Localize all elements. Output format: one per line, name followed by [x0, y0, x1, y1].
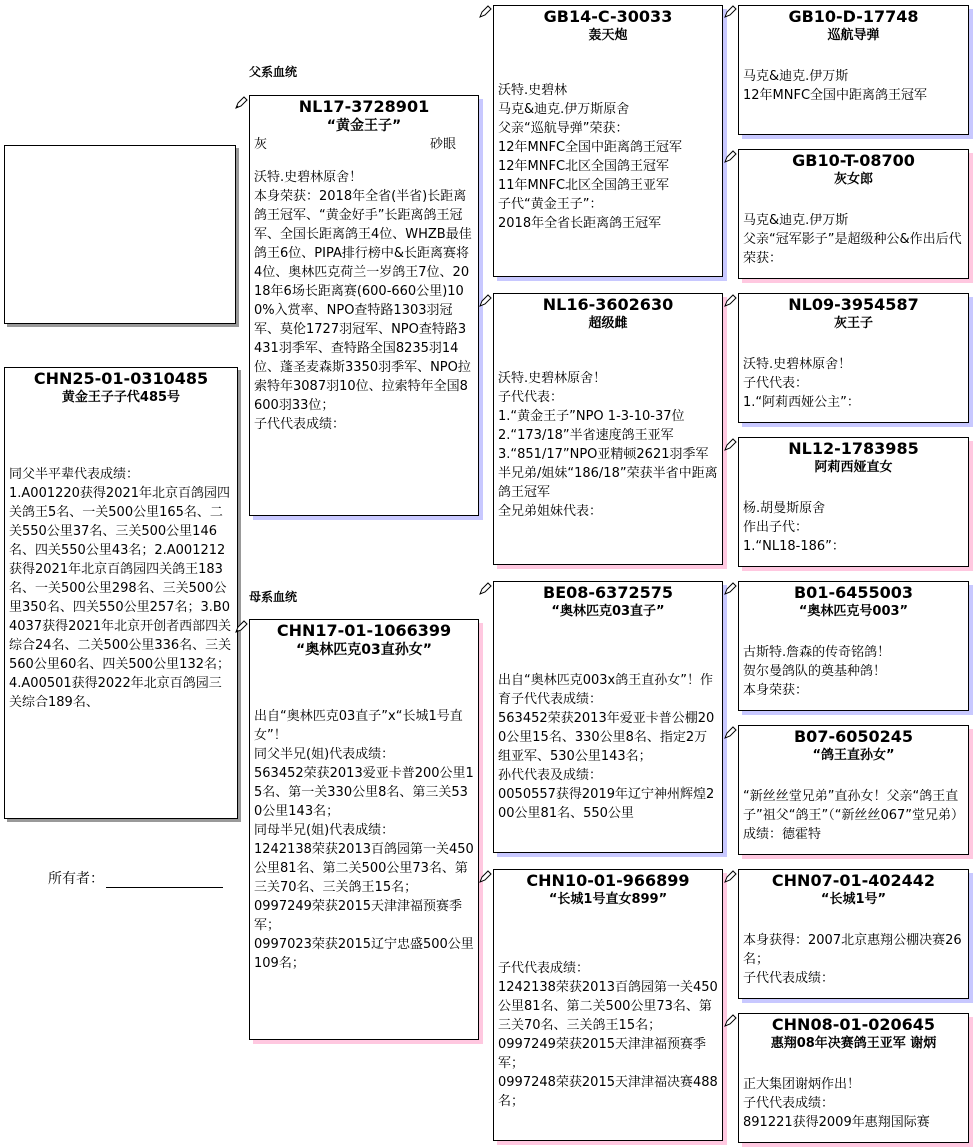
ds-ring: BE08-6372575: [543, 583, 673, 602]
ss-card[interactable]: [493, 5, 723, 277]
sire-name: “黄金王子”: [326, 118, 402, 134]
pencil-icon[interactable]: [234, 620, 248, 634]
dam-ring: CHN17-01-1066399: [276, 621, 452, 640]
dds-desc: 本身获得：2007北京惠翔公棚决赛26名； 子代代表成绩：: [743, 933, 962, 986]
sss-name: 巡航导弹: [827, 28, 880, 43]
dsd-card[interactable]: [738, 725, 969, 855]
sire-color: 灰: [254, 137, 268, 152]
subject-ring: CHN25-01-0310485: [33, 369, 209, 388]
sdd-name: 阿莉西娅直女: [814, 460, 893, 475]
pencil-icon[interactable]: [723, 582, 737, 596]
dss-ring: B01-6455003: [793, 583, 914, 602]
dd-ring: CHN10-01-966899: [526, 871, 690, 890]
ss-name: 轰天炮: [588, 28, 628, 43]
sds-name: 灰王子: [833, 316, 873, 331]
pencil-icon[interactable]: [723, 150, 737, 164]
sds-ring: NL09-3954587: [788, 295, 919, 314]
sss-desc: 马克&迪克.伊万斯 12年MNFC全国中距离鸽王冠军: [743, 69, 928, 103]
sd-card[interactable]: [493, 293, 723, 565]
dam-card[interactable]: [249, 619, 479, 1040]
ssd-desc: 马克&迪克.伊万斯 父亲“冠军影子”是超级种公&作出后代荣获：: [743, 213, 962, 266]
sss-ring: GB10-D-17748: [788, 7, 919, 26]
pencil-icon[interactable]: [478, 870, 492, 884]
owner-field: [48, 868, 223, 888]
sss-card[interactable]: [738, 5, 969, 135]
owner-label: 所有者：: [48, 871, 104, 887]
sire-section-label: 父系血统: [249, 65, 298, 79]
pencil-icon[interactable]: [478, 582, 492, 596]
ss-ring: GB14-C-30033: [543, 7, 673, 26]
dss-desc: 古斯特.詹森的传奇铭鸽！ 贺尔曼鸽队的奠基种鸽！ 本身荣获：: [743, 645, 891, 698]
dd-desc: 子代代表成绩： 1242138荣获2013百鸽园第一关450公里81名、第二关500公里73名、第三关70名、三关鸽王15名； 0997249荣获2015天津津福预赛季军； 0997248荣获2015天津津福决赛488名；: [498, 961, 718, 1109]
ssd-ring: GB10-T-08700: [792, 151, 915, 170]
dds-name: “长城1号”: [820, 892, 887, 907]
pencil-icon[interactable]: [723, 294, 737, 308]
sire-ring: NL17-3728901: [298, 97, 430, 116]
sdd-desc: 杨.胡曼斯原舍 作出子代： 1.“NL18-186”：: [743, 501, 845, 554]
ds-desc: 出自“奥林匹克003x鸽王直孙女”！作育子代代表成绩： 563452荣获2013年爱亚卡普公棚200公里15名、330公里8名、指定2万组亚军、530公里143名； 孙代代表及成绩： 0050557获得2019年辽宁神州辉煌200公里81名、550公里: [498, 673, 715, 821]
sire-eye: 砂眼: [429, 137, 456, 152]
pencil-icon[interactable]: [234, 96, 248, 110]
pencil-icon[interactable]: [723, 438, 737, 452]
pencil-icon[interactable]: [723, 870, 737, 884]
ddd-desc: 正大集团谢炳作出！ 子代代表成绩： 891221获得2009年惠翔国际赛: [743, 1077, 930, 1130]
dam-section-label: 母系血统: [249, 590, 298, 604]
subject-card[interactable]: [4, 367, 238, 819]
subject-name: 黄金王子子代485号: [61, 390, 181, 405]
sds-card[interactable]: [738, 293, 969, 423]
dss-card[interactable]: [738, 581, 969, 711]
dd-name: “长城1号直女899”: [548, 892, 668, 907]
ddd-name: 惠翔08年决赛鸽王亚军 谢炳: [770, 1036, 937, 1051]
photo-placeholder: [4, 145, 236, 324]
dsd-name: “鸽王直孙女”: [812, 748, 895, 763]
dss-name: “奥林匹克号003”: [798, 604, 909, 619]
ddd-ring: CHN08-01-020645: [771, 1015, 936, 1034]
ds-name: “奥林匹克03直子”: [551, 604, 665, 619]
sds-desc: 沃特.史碧林原舍！ 子代代表： 1.“阿莉西娅公主”：: [743, 357, 860, 410]
ddd-card[interactable]: [738, 1013, 969, 1143]
ssd-card[interactable]: [738, 149, 969, 279]
sd-desc: 沃特.史碧林原舍！ 子代代表： 1.“黄金王子”NPO 1-3-10-37位 2.“173/18”半省速度鸽王亚军 3.“851/17”NPO亚精顿2621羽季军 半兄弟/姐妹“186/18”荣获半省中距离鸽王冠军 全兄弟姐妹代表：: [498, 371, 718, 519]
owner-line[interactable]: [106, 873, 223, 888]
ds-card[interactable]: [493, 581, 723, 853]
sd-name: 超级雌: [588, 316, 628, 331]
pencil-icon[interactable]: [723, 1014, 737, 1028]
sdd-ring: NL12-1783985: [788, 439, 919, 458]
sd-ring: NL16-3602630: [542, 295, 674, 314]
sdd-card[interactable]: [738, 437, 969, 567]
dd-card[interactable]: [493, 869, 723, 1141]
dds-ring: CHN07-01-402442: [771, 871, 936, 890]
pencil-icon[interactable]: [478, 5, 492, 19]
dam-name: “奥林匹克03直孙女”: [296, 642, 432, 658]
pencil-icon[interactable]: [723, 726, 737, 740]
pencil-icon[interactable]: [478, 294, 492, 308]
sire-card[interactable]: [249, 95, 479, 516]
dsd-ring: B07-6050245: [793, 727, 914, 746]
ssd-name: 灰女郎: [833, 172, 873, 187]
dam-desc: 出自“奥林匹克03直子”x“长城1号直女”！ 同父半兄(姐)代表成绩： 563452荣获2013爱亚卡普200公里15名、第一关330公里8名、第三关530公里143名； 同母半兄(姐)代表成绩： 1242138荣获2013百鸽园第一关450公里81名、第二关500公里73名、第三关70名、三关鸽王15名； 0997249荣获2015天津津福预赛季军； 0997023荣获2015辽宁忠盛500公里109名；: [254, 709, 474, 971]
subject-desc: 同父半平辈代表成绩： 1.A001220获得2021年北京百鸽园四关鸽王5名、一关500公里165名、二关550公里37名、三关500公里146名、四关550公里43名；2.A001212获得2021年北京百鸽园四关鸽王183名、一关500公里298名、三关500公里350名、四关550公里257名；3.B04037获得2021年北京开创者西部四关综合24名、二关500公里336名、三关560公里60名、四关500公里132名；4.A00501获得2022年北京百鸽园三关综合189名、: [9, 467, 232, 710]
ss-desc: 沃特.史碧林 马克&迪克.伊万斯原舍 父亲“巡航导弹”荣获： 12年MNFC全国中距离鸽王冠军 12年MNFC北区全国鸽王冠军 11年MNFC北区全国鸽王亚军 子代“黄金王子”： 2018年全省长距离鸽王冠军: [498, 83, 683, 231]
dds-card[interactable]: [738, 869, 969, 999]
pencil-icon[interactable]: [723, 5, 737, 19]
sire-desc: 沃特.史碧林原舍！ 本身荣获：2018年全省(半省)长距离鸽王冠军、“黄金好手”长距离鸽王冠军、全国长距离鸽王4位、WHZB最佳鸽王6位、PIPA排行榜中&长距离赛将4位、奥林匹克荷兰一岁鸽王7位、2018年6场长距离赛(600-660公里)100%入赏率、NPO查特路1303羽冠军、莫伦1727羽冠军、NPO查特路3431羽季军、查特路全国8235羽14位、蓬圣麦森斯3350羽季军、NPO拉索特年3087羽10位、拉索特年全国8600羽33位； 子代代表成绩：: [254, 170, 472, 432]
dsd-desc: “新丝丝堂兄弟”直孙女！父亲“鸽王直子”祖父“鸽王”（“新丝丝067”堂兄弟）成绩：德霍特: [743, 789, 964, 842]
